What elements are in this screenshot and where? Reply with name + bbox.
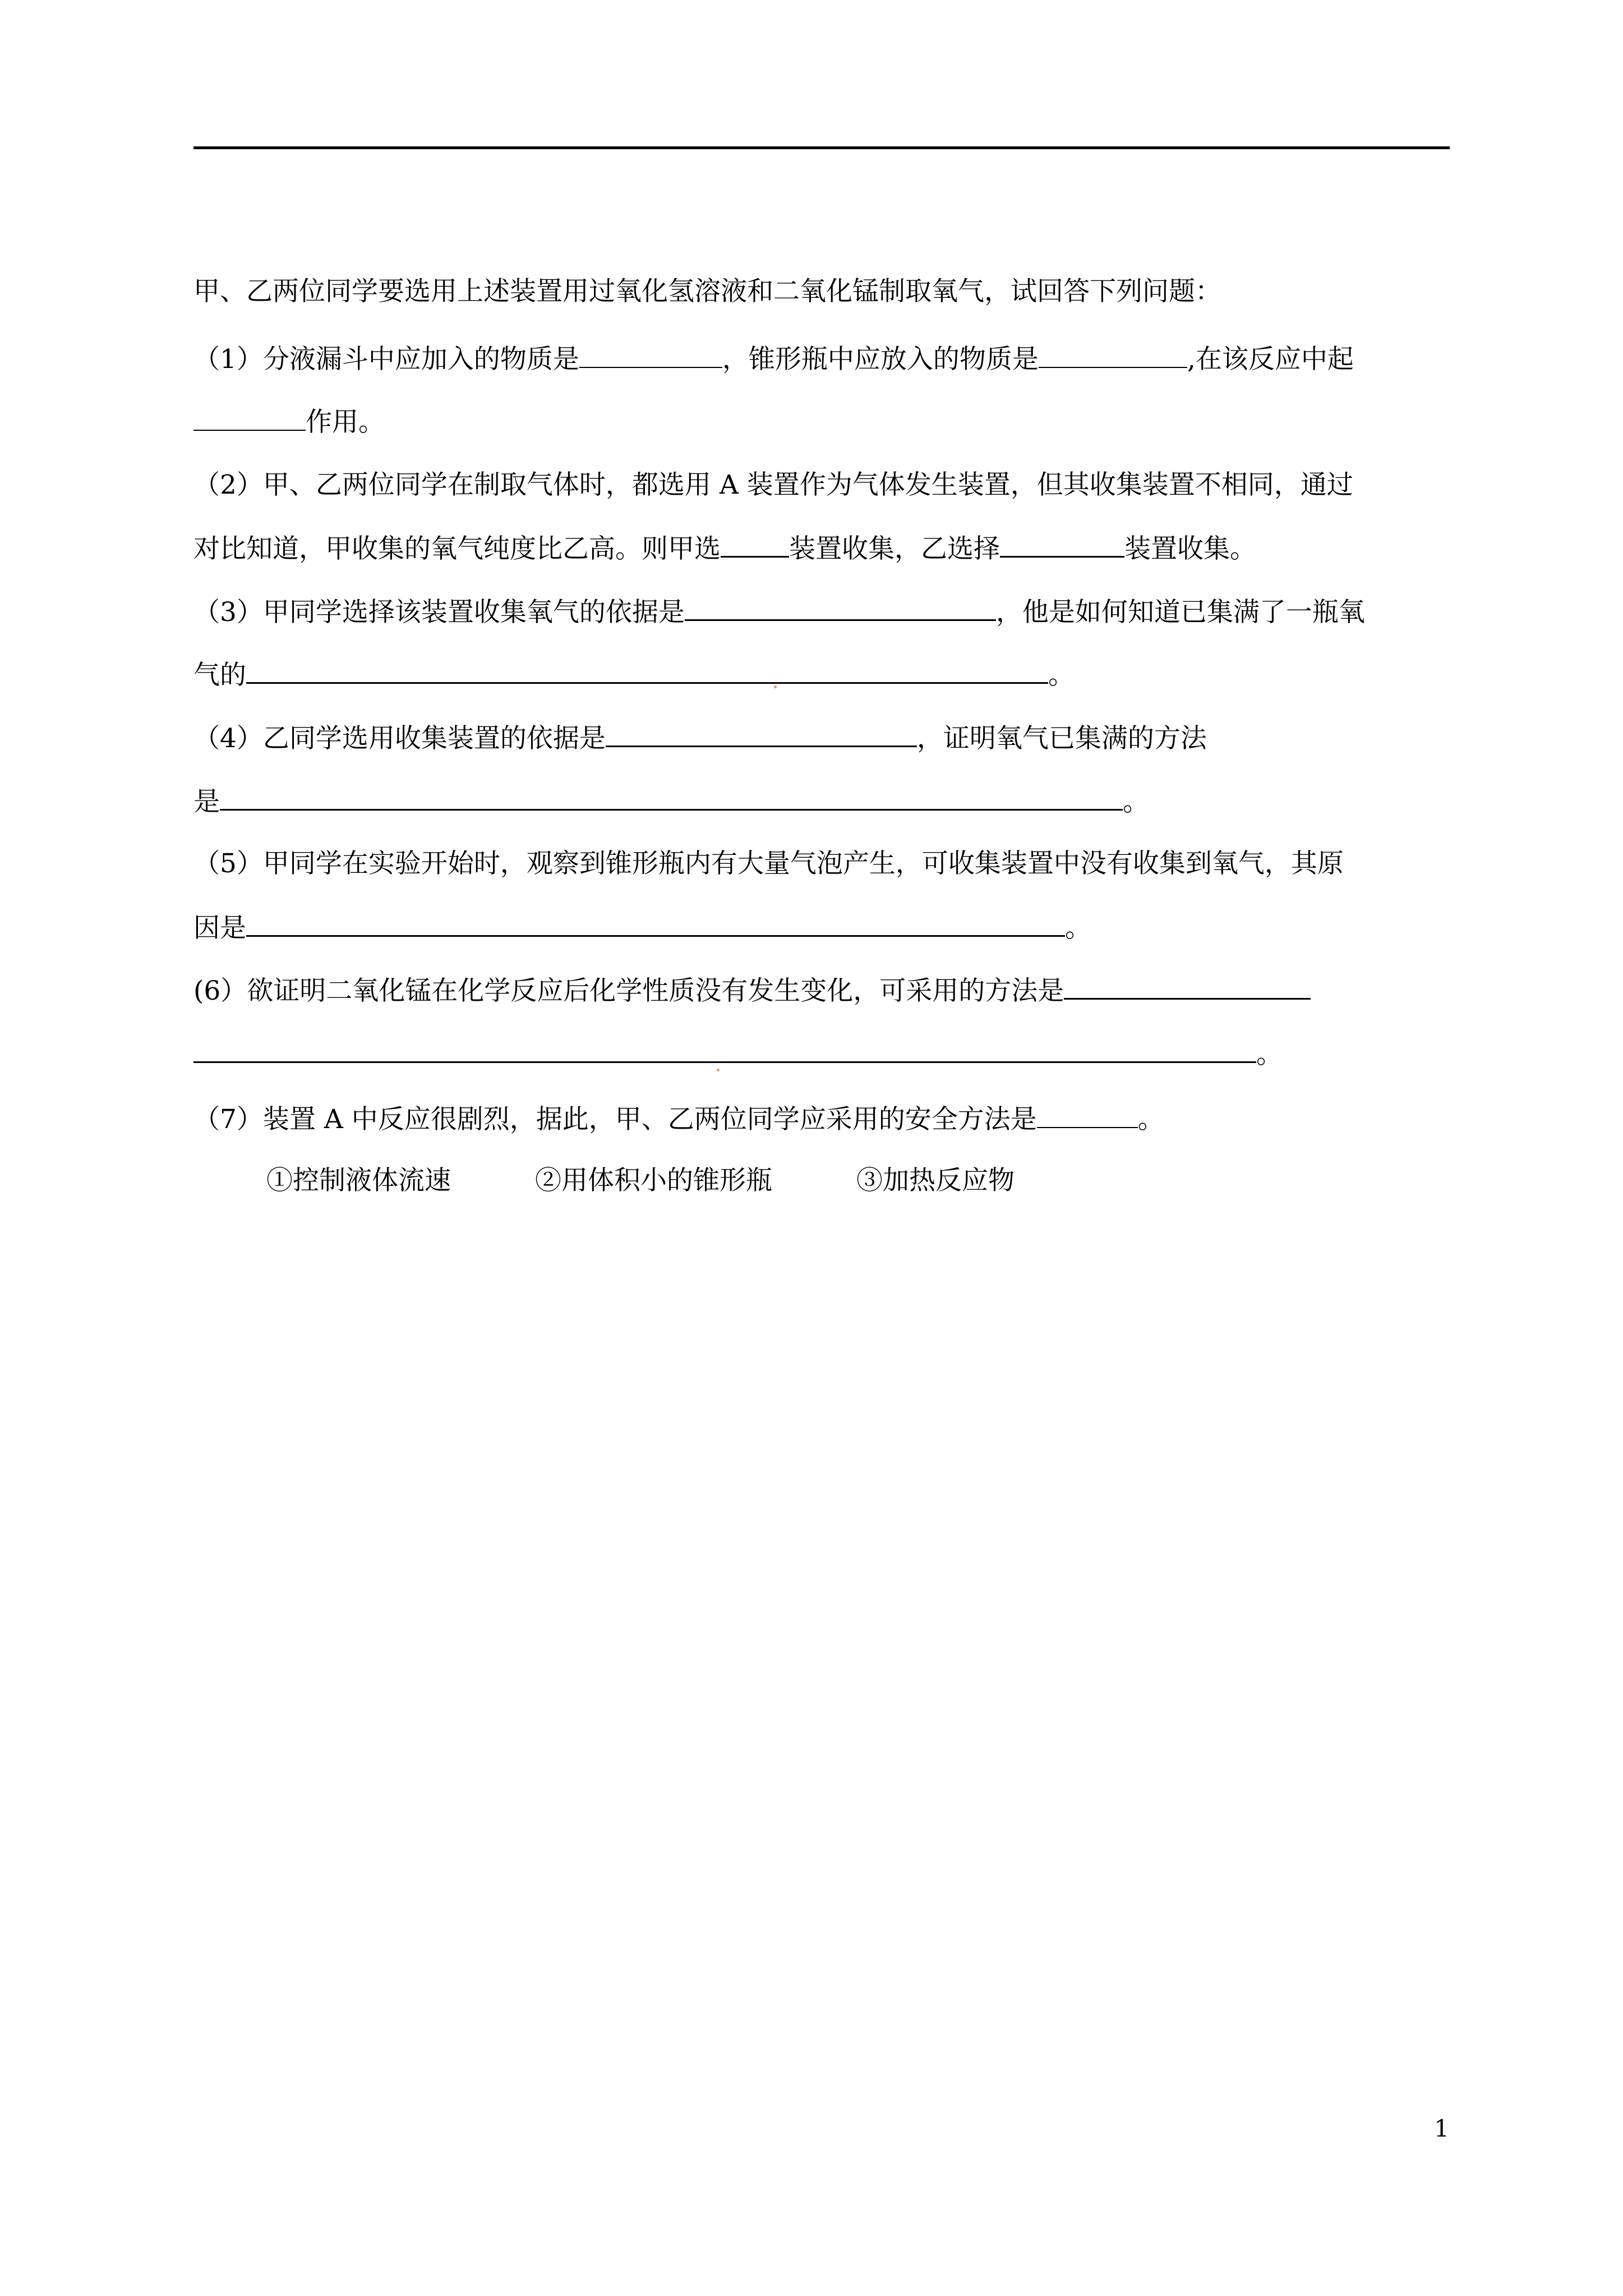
- question-3-continued: [193, 657, 1075, 692]
- answer-blank-3a[interactable]: [685, 595, 996, 621]
- option-3[interactable]: ③加热反应物: [856, 1165, 1015, 1196]
- question-5: [193, 847, 1344, 881]
- question-3-text-a: （3）甲同学选择该装置收集氧气的依据是: [193, 597, 685, 628]
- question-1-text-c: ,在该反应中起: [1187, 344, 1354, 375]
- question-5-text-c: 。: [1065, 913, 1091, 944]
- question-4: [193, 721, 1207, 756]
- question-4-text-b: ，证明氧气已集满的方法: [916, 723, 1207, 754]
- question-6-text-b: 。: [1256, 1039, 1283, 1070]
- question-4-continued: [193, 784, 1149, 819]
- question-1-text-b: ，锥形瓶中应放入的物质是: [722, 344, 1039, 375]
- answer-blank-2a[interactable]: [721, 531, 789, 558]
- question-6-continued: [193, 1037, 1283, 1071]
- question-5-text-b: 因是: [193, 913, 246, 944]
- question-5-text-a: （5）甲同学在实验开始时，观察到锥形瓶内有大量气泡产生，可收集装置中没有收集到氧气，其原: [193, 848, 1344, 879]
- question-2-text-a: （2）甲、乙两位同学在制取气体时，都选用 A 装置作为气体发生装置，但其收集装置不相同，通过: [193, 470, 1353, 500]
- question-3-text-d: 。: [1048, 660, 1075, 691]
- stray-mark: [774, 685, 777, 688]
- answer-blank-1b[interactable]: [1039, 342, 1187, 368]
- question-2: [193, 468, 1353, 502]
- question-1: [193, 342, 1354, 376]
- answer-blank-1c[interactable]: [193, 405, 306, 431]
- question-5-continued: [193, 910, 1091, 945]
- question-2-text-b: 对比知道，甲收集的氧气纯度比乙高。则甲选: [193, 533, 721, 564]
- question-7-text-a: （7）装置 A 中反应很剧烈，据此，甲、乙两位同学应采用的安全方法是: [193, 1104, 1037, 1135]
- question-7-options: [266, 1164, 1015, 1198]
- answer-blank-7[interactable]: [1037, 1102, 1138, 1128]
- answer-blank-5[interactable]: [246, 910, 1065, 937]
- option-2[interactable]: ②用体积小的锥形瓶: [535, 1165, 772, 1196]
- question-1-continued: [193, 405, 385, 439]
- stray-mark-2: [717, 1069, 720, 1071]
- question-2-text-c: 装置收集，乙选择: [789, 533, 1000, 564]
- question-7: [193, 1102, 1164, 1137]
- question-6: [193, 973, 1311, 1008]
- intro-text: [193, 275, 1221, 309]
- intro-sentence: 甲、乙两位同学要选用上述装置用过氧化氢溶液和二氧化锰制取氧气，试回答下列问题：: [193, 276, 1221, 307]
- option-1[interactable]: ①控制液体流速: [266, 1165, 451, 1196]
- header-rule: [193, 146, 1450, 149]
- question-1-text-a: （1）分液漏斗中应加入的物质是: [193, 344, 579, 375]
- question-4-text-d: 。: [1123, 786, 1149, 817]
- answer-blank-3b[interactable]: [246, 657, 1048, 684]
- answer-blank-6a[interactable]: [1064, 973, 1311, 1000]
- question-2-text-d: 装置收集。: [1124, 533, 1256, 564]
- question-4-text-c: 是: [193, 786, 220, 817]
- question-3-text-c: 气的: [193, 660, 246, 691]
- answer-blank-4b[interactable]: [220, 784, 1123, 811]
- answer-blank-6b[interactable]: [193, 1037, 1256, 1063]
- answer-blank-1a[interactable]: [579, 342, 722, 368]
- question-1-text-d: 作用。: [306, 407, 385, 438]
- question-6-text-a: (6）欲证明二氧化锰在化学反应后化学性质没有发生变化，可采用的方法是: [193, 976, 1064, 1006]
- answer-blank-2b[interactable]: [1000, 531, 1124, 558]
- answer-blank-4a[interactable]: [606, 721, 917, 747]
- question-3: [193, 595, 1365, 629]
- question-7-text-b: 。: [1137, 1104, 1164, 1135]
- question-4-text-a: （4）乙同学选用收集装置的依据是: [193, 723, 606, 754]
- question-2-continued: [193, 531, 1256, 566]
- page-number: 1: [1434, 2115, 1449, 2142]
- question-3-text-b: ，他是如何知道已集满了一瓶氧: [995, 597, 1365, 628]
